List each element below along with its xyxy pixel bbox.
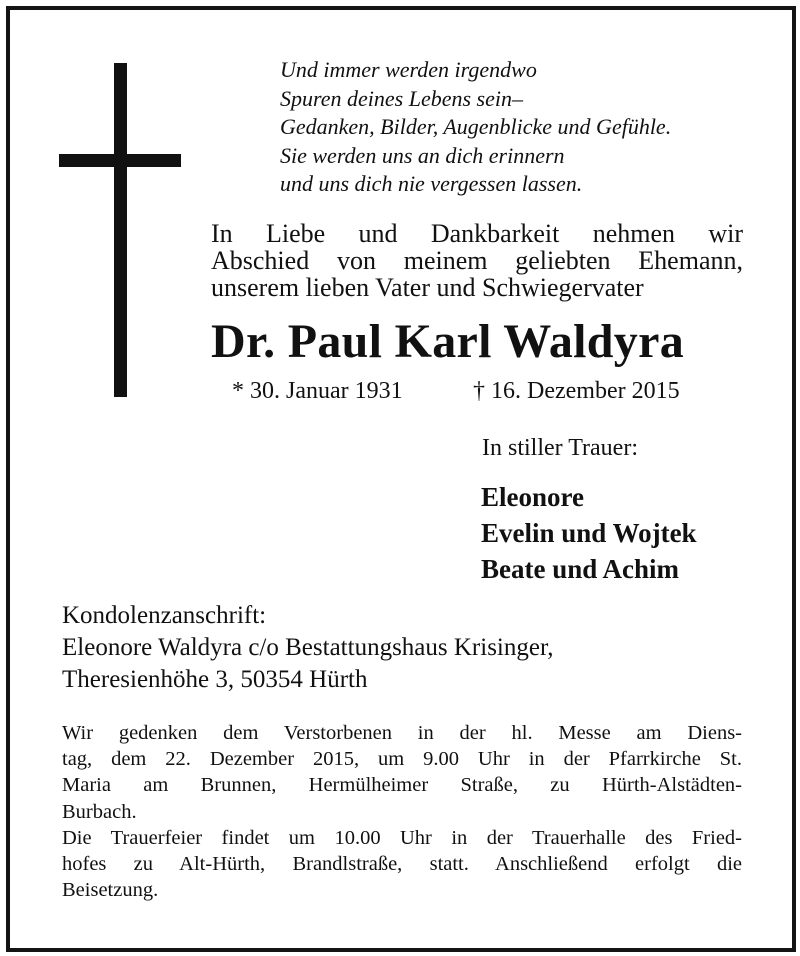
condolence-heading: Kondolenzanschrift: (62, 602, 267, 629)
intro-text (211, 220, 743, 301)
mourning-label: In stiller Trauer: (482, 435, 638, 461)
birth-date: * 30. Januar 1931 (232, 378, 403, 404)
service-line: Die Trauerfeier findet um 10.00 Uhr in der Trauerhalle des Fried- (62, 826, 742, 849)
mourner-name: Eleonore (481, 482, 584, 512)
service-line: hofes zu Alt-Hürth, Brandlstraße, statt. Anschließend erfolgt die (62, 853, 742, 876)
service-line: Wir gedenken dem Verstorbenen in der hl. Messe am Diens- (62, 722, 742, 744)
cross-vertical-bar (114, 63, 127, 397)
service-details (62, 720, 742, 903)
mourner-name: Evelin und Wojtek (481, 518, 697, 548)
intro-line: In Liebe und Dankbarkeit nehmen wir (211, 219, 743, 248)
poem (280, 56, 671, 199)
poem-line: Gedanken, Bilder, Augenblicke und Gefühle. (280, 114, 672, 139)
poem-line: Spuren deines Lebens sein– (280, 85, 523, 111)
deceased-name: Dr. Paul Karl Waldyra (211, 315, 685, 368)
intro-line: unserem lieben Vater und Schwiegervater (211, 273, 644, 302)
mourner-name: Beate und Achim (481, 554, 680, 584)
condolence-address-line: Theresienhöhe 3, 50354 Hürth (62, 666, 368, 693)
service-line: tag, dem 22. Dezember 2015, um 9.00 Uhr in der Pfarrkirche St. (62, 748, 742, 771)
condolence-address-line: Eleonore Waldyra c/o Bestattungshaus Krisinger, (62, 634, 554, 661)
poem-line: Sie werden uns an dich erinnern (280, 142, 565, 168)
intro-line: Abschied von meinem geliebten Ehemann, (211, 246, 743, 275)
service-line: Maria am Brunnen, Hermülheimer Straße, zu Hürth-Alstädten- (62, 774, 742, 797)
cross-horizontal-bar (59, 154, 181, 167)
condolence-address (62, 600, 554, 696)
service-line: Beisetzung. (62, 879, 159, 902)
death-date: † 16. Dezember 2015 (473, 378, 680, 404)
poem-line: Und immer werden irgendwo (280, 57, 537, 82)
mourners-list (481, 479, 697, 587)
service-line: Burbach. (62, 800, 137, 823)
poem-line: und uns dich nie vergessen lassen. (280, 171, 583, 196)
